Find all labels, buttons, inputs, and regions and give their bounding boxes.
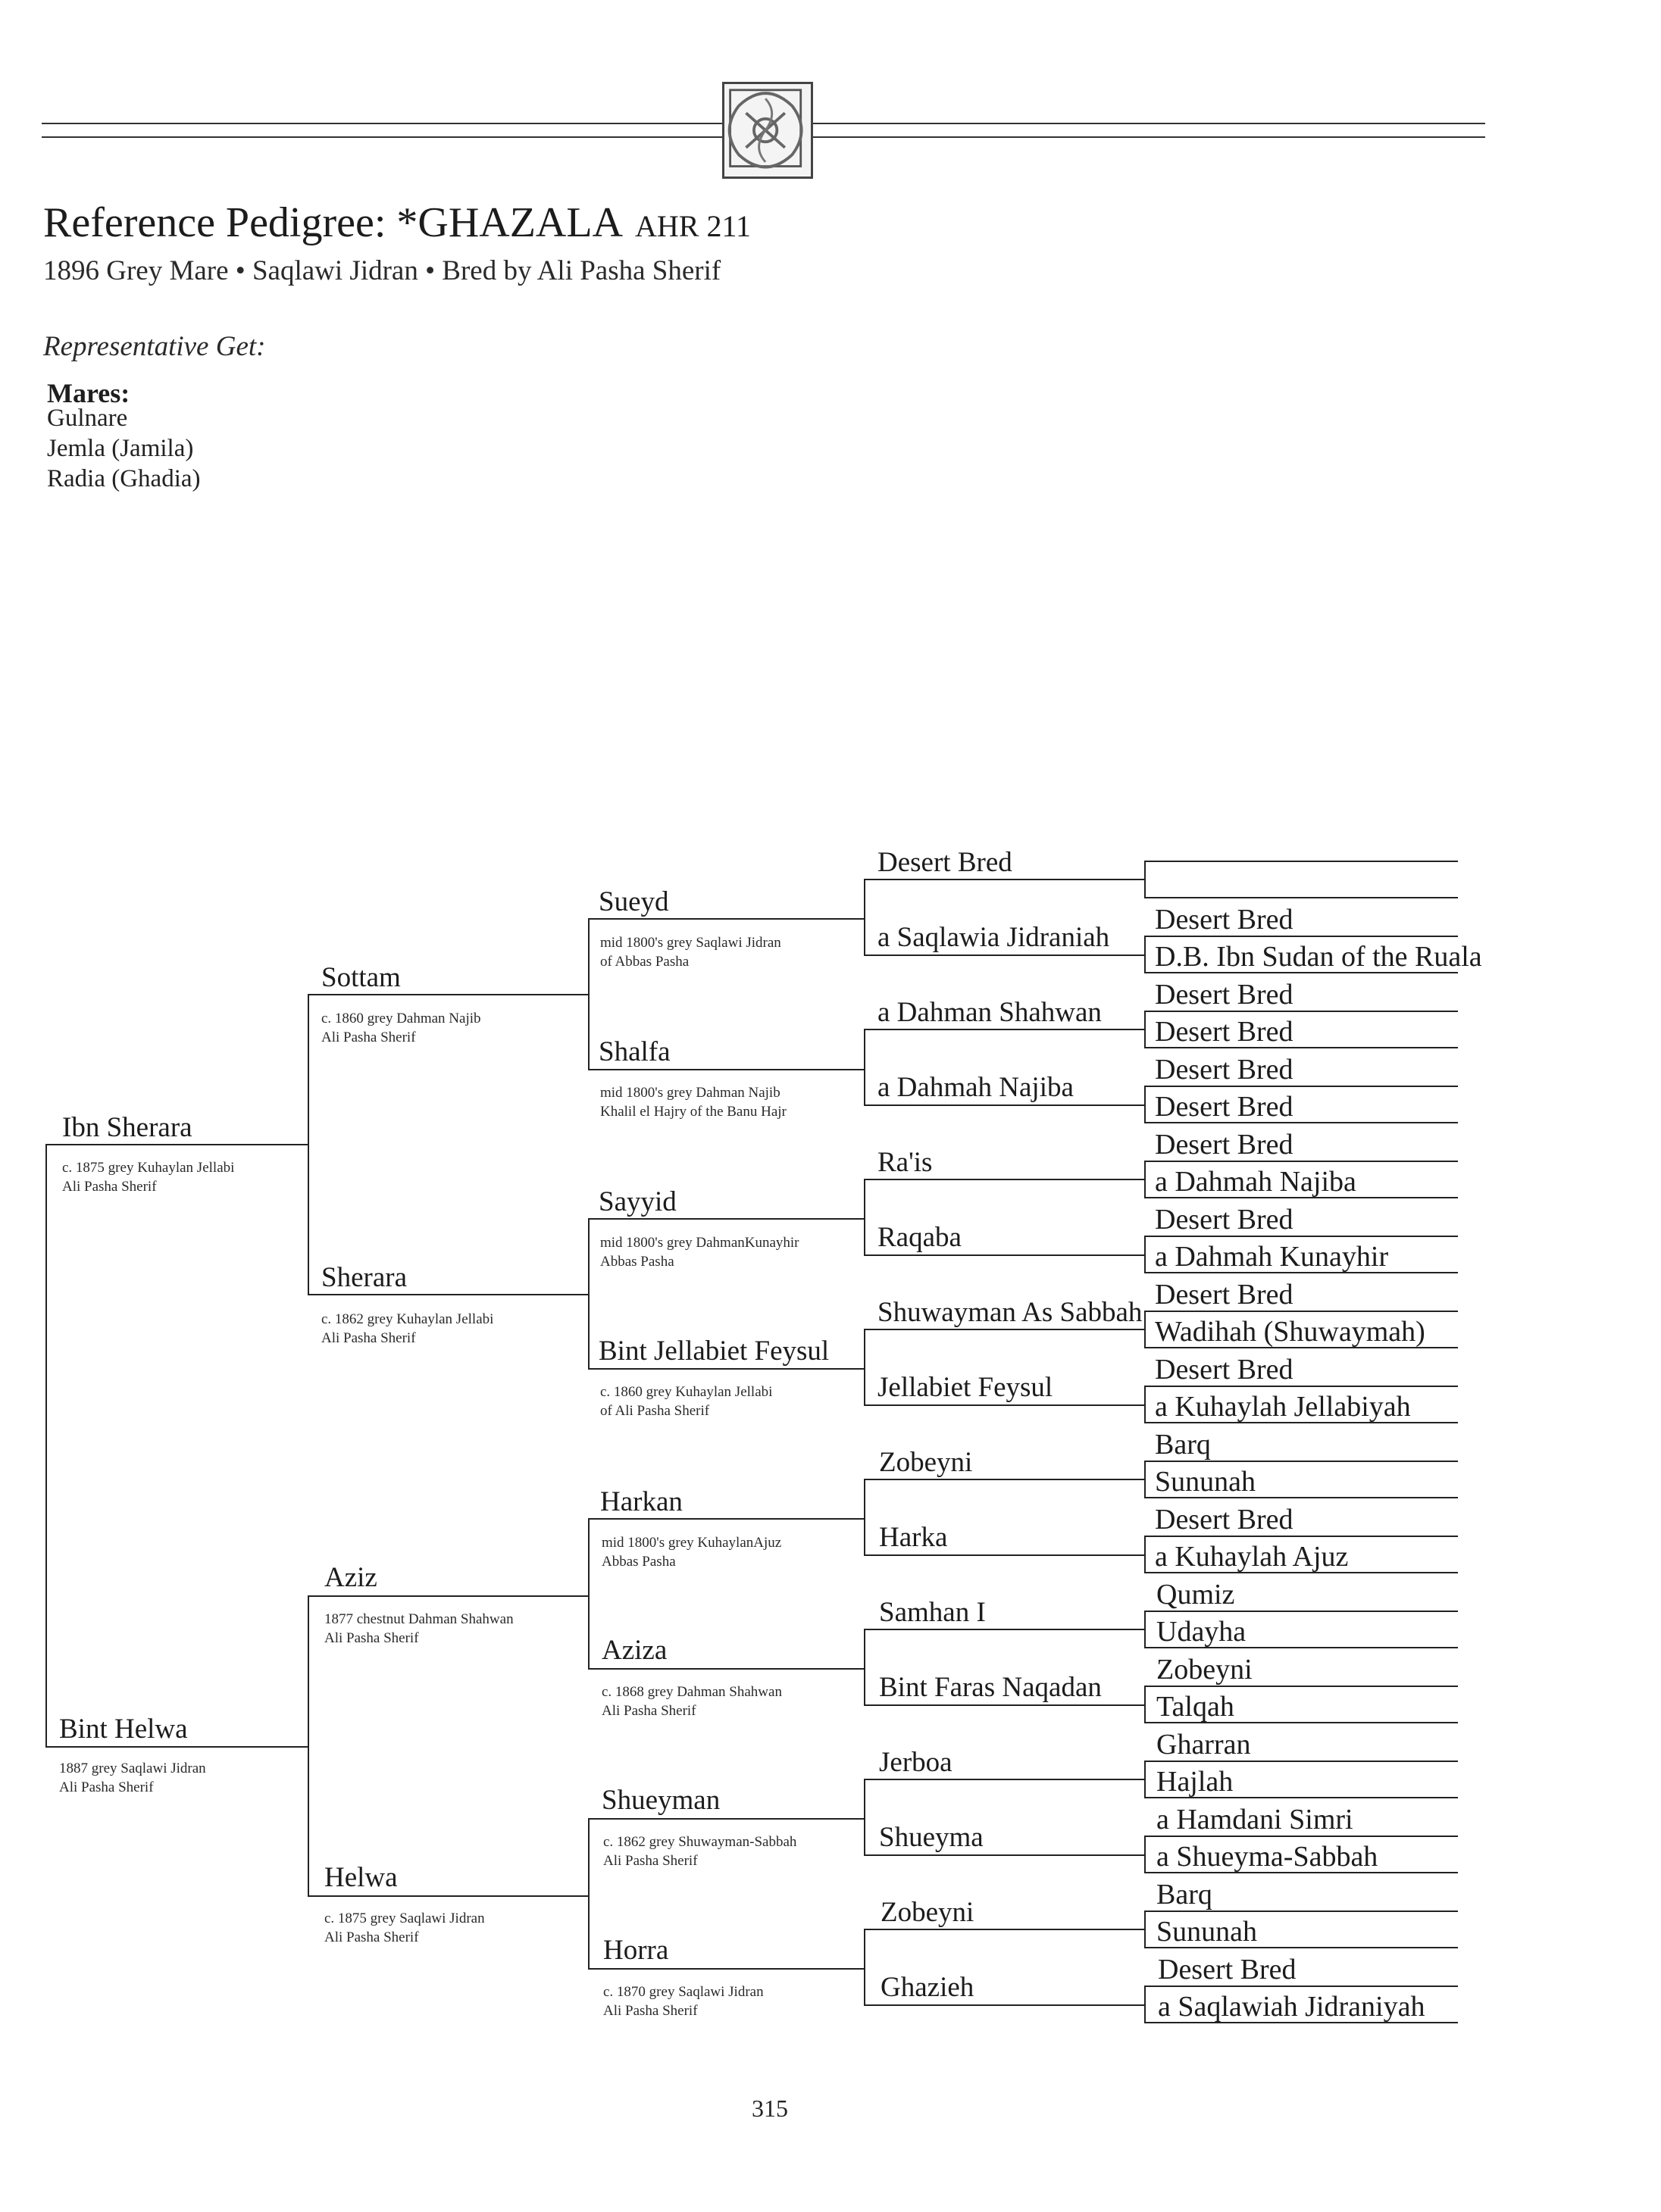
gen1-details: c. 1875 grey Kuhaylan Jellabi [62, 1160, 235, 1176]
gen5-name: Desert Bred [1155, 1129, 1293, 1161]
gen4-name: Samhan I [879, 1597, 986, 1628]
gen3-details: Khalil el Hajry of the Banu Hajr [600, 1104, 787, 1120]
gen5-name: Desert Bred [1155, 1279, 1293, 1311]
gen5-name: Wadihah (Shuwaymah) [1155, 1316, 1425, 1348]
gen1-details: Ali Pasha Sherif [62, 1179, 157, 1195]
gen3-details: c. 1860 grey Kuhaylan Jellabi [600, 1384, 773, 1400]
gen4-name: Zobeyni [879, 1447, 973, 1478]
gen5-name: Desert Bred [1155, 979, 1293, 1011]
gen3-details: mid 1800's grey Dahman Najib [600, 1085, 780, 1101]
gen3-name: Shueyman [602, 1785, 721, 1816]
gen5-name: a Kuhaylah Ajuz [1155, 1541, 1349, 1573]
gen2-details: Ali Pasha Sherif [321, 1330, 416, 1346]
page-number: 315 [752, 2095, 788, 2122]
mares-heading: Mares: [47, 378, 130, 408]
gen5-name: a Shueyma-Sabbah [1156, 1841, 1378, 1873]
gen5-name: Sununah [1155, 1466, 1256, 1498]
celtic-knot-ornament [722, 82, 813, 179]
gen1-name: Ibn Sherara [62, 1112, 192, 1143]
gen5-name: a Hamdani Simri [1156, 1804, 1353, 1836]
gen1-details: 1887 grey Saqlawi Jidran [59, 1761, 206, 1776]
gen4-name: Harka [879, 1522, 948, 1553]
gen5-name: Desert Bred [1155, 1504, 1293, 1536]
knot-icon [724, 84, 811, 177]
gen4-name: Ra'is [877, 1147, 933, 1178]
gen3-name: Harkan [600, 1486, 683, 1517]
gen4-name: Jerboa [879, 1747, 952, 1778]
gen5-name: Desert Bred [1155, 1354, 1293, 1386]
gen3-details: Ali Pasha Sherif [603, 1853, 698, 1869]
gen3-name: Aziza [602, 1635, 668, 1666]
gen4-name: Jellabiet Feysul [877, 1372, 1053, 1403]
gen4-name: a Saqlawia Jidraniah [877, 922, 1110, 953]
gen5-name: a Dahmah Najiba [1155, 1166, 1356, 1198]
mare-item: Radia (Ghadia) [47, 465, 201, 492]
gen3-details: c. 1862 grey Shuwayman-Sabbah [603, 1834, 797, 1850]
gen5-name: Sununah [1156, 1916, 1257, 1948]
gen4-name: Bint Faras Naqadan [879, 1672, 1102, 1703]
gen3-details: Abbas Pasha [602, 1554, 676, 1570]
horse-title: Reference Pedigree: *GHAZALA [43, 199, 624, 246]
gen3-name: Sueyd [599, 886, 669, 917]
page-title [43, 198, 751, 247]
gen3-details: Ali Pasha Sherif [602, 1703, 696, 1719]
representative-get-label: Representative Get: [43, 331, 266, 362]
gen2-details: 1877 chestnut Dahman Shahwan [324, 1611, 514, 1627]
gen2-name: Aziz [324, 1562, 377, 1593]
gen4-name: Shuwayman As Sabbah [877, 1297, 1143, 1328]
gen1-details: Ali Pasha Sherif [59, 1779, 154, 1795]
horse-subtitle: 1896 Grey Mare • Saqlawi Jidran • Bred by Ali Pasha Sherif [43, 255, 721, 286]
gen5-name: Udayha [1156, 1616, 1247, 1648]
gen5-name: Desert Bred [1155, 1016, 1293, 1048]
gen5-name: Barq [1156, 1879, 1212, 1911]
gen5-name: Gharran [1156, 1729, 1251, 1761]
gen3-name: Sayyid [599, 1186, 677, 1217]
gen4-name: a Dahman Shahwan [877, 997, 1102, 1028]
gen5-name: a Dahmah Kunayhir [1155, 1241, 1389, 1273]
gen3-name: Bint Jellabiet Feysul [599, 1336, 830, 1367]
gen5-name: Desert Bred [1155, 1054, 1293, 1086]
gen5-name: a Saqlawiah Jidraniyah [1158, 1991, 1425, 2023]
gen2-details: Ali Pasha Sherif [321, 1029, 416, 1045]
gen4-name: Raqaba [877, 1222, 962, 1253]
gen4-name: Ghazieh [881, 1972, 974, 2003]
gen5-name: Barq [1155, 1429, 1211, 1461]
gen3-details: c. 1868 grey Dahman Shahwan [602, 1684, 782, 1700]
mare-item: Gulnare [47, 405, 128, 432]
gen4-name: Zobeyni [881, 1897, 974, 1928]
gen2-name: Helwa [324, 1862, 398, 1893]
gen3-details: mid 1800's grey KuhaylanAjuz [602, 1535, 782, 1551]
gen5-name: Desert Bred [1155, 1204, 1293, 1236]
gen3-details: c. 1870 grey Saqlawi Jidran [603, 1984, 764, 2000]
gen3-details: Ali Pasha Sherif [603, 2003, 698, 2019]
gen2-details: c. 1875 grey Saqlawi Jidran [324, 1911, 485, 1926]
gen4-name: Desert Bred [877, 847, 1012, 878]
gen2-details: Ali Pasha Sherif [324, 1929, 419, 1945]
gen2-name: Sottam [321, 962, 401, 993]
gen5-name: Desert Bred [1155, 1091, 1293, 1123]
gen5-bracket [1144, 861, 1458, 898]
gen2-name: Sherara [321, 1262, 407, 1293]
gen3-name: Shalfa [599, 1036, 671, 1067]
gen5-name: Desert Bred [1155, 904, 1293, 936]
gen5-name: Qumiz [1156, 1579, 1235, 1611]
gen2-details: c. 1860 grey Dahman Najib [321, 1011, 481, 1026]
registration-number: AHR 211 [635, 209, 751, 243]
gen2-details: c. 1862 grey Kuhaylan Jellabi [321, 1311, 494, 1327]
gen5-name: D.B. Ibn Sudan of the Ruala [1155, 941, 1482, 973]
gen3-details: of Ali Pasha Sherif [600, 1403, 710, 1419]
gen3-details: mid 1800's grey Saqlawi Jidran [600, 935, 781, 951]
gen5-name: Zobeyni [1156, 1654, 1253, 1686]
gen5-name: Desert Bred [1158, 1954, 1297, 1985]
gen3-name: Horra [603, 1935, 669, 1966]
gen4-name: Shueyma [879, 1822, 984, 1853]
gen3-details: mid 1800's grey DahmanKunayhir [600, 1235, 799, 1251]
gen5-name: a Kuhaylah Jellabiyah [1155, 1391, 1411, 1423]
gen5-name: Hajlah [1156, 1766, 1234, 1798]
gen1-name: Bint Helwa [59, 1714, 188, 1745]
gen3-details: of Abbas Pasha [600, 954, 690, 970]
mare-item: Jemla (Jamila) [47, 435, 194, 462]
gen4-name: a Dahmah Najiba [877, 1072, 1074, 1103]
gen1-bracket [45, 1144, 308, 1748]
gen5-name: Talqah [1156, 1691, 1234, 1723]
gen3-details: Abbas Pasha [600, 1254, 674, 1270]
gen2-details: Ali Pasha Sherif [324, 1630, 419, 1646]
